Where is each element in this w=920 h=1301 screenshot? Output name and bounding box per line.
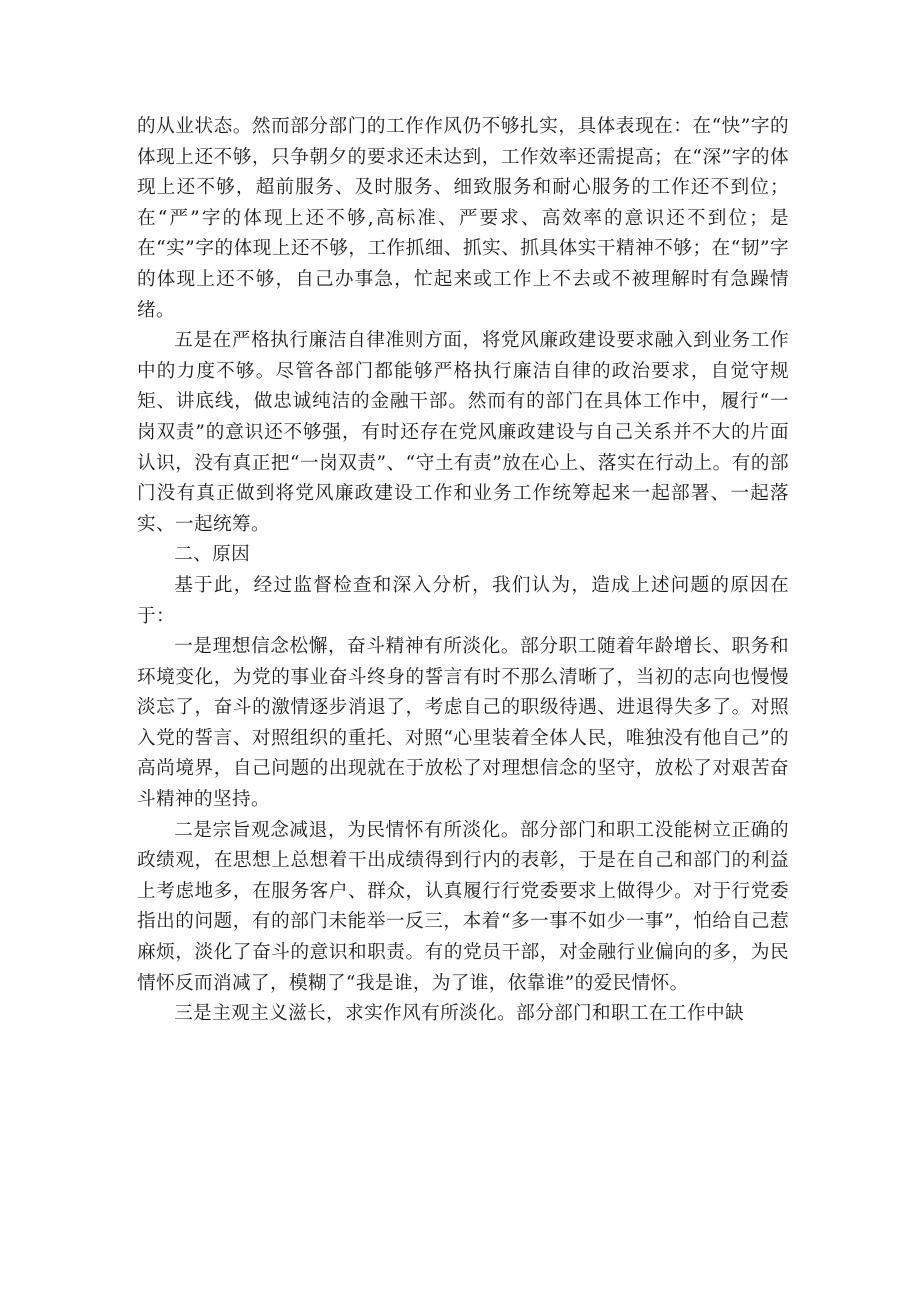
paragraph-continuation: 的从业状态。然而部分部门的工作作风仍不够扎实，具体表现在：在“快”字的体现上还不够，只争朝夕的要求还未达到，工作效率还需提高；在“深”字的体现上还不够，超前服务、及时服务、细致服务和耐心服务的工作还不到位；在“严”字的体现上还不够,高标准、严要求、高效率的意识还不到位；是在“实”字的体现上还不够，工作抓细、抓实、抓具体实干精神不够；在“韧”字的体现上还不够，自己办事急，忙起来或工作上不去或不被理解时有急躁情绪。 <box>137 116 789 321</box>
paragraph-reason-one: 一是理想信念松懈，奋斗精神有所淡化。部分职工随着年龄增长、职务和环境变化，为党的事业奋斗终身的誓言有时不那么清晰了，当初的志向也慢慢淡忘了，奋斗的激情逐步消退了，考虑自己的职级待遇、进退得失多了。对照入党的誓言、对照组织的重托、对照“心里装着全体人民，唯独没有他自己”的高尚境界，自己问题的出现就在于放松了对理想信念的坚守，放松了对艰苦奋斗精神的坚持。 <box>137 636 789 811</box>
paragraph-reason-three: 三是主观主义滋长，求实作风有所淡化。部分部门和职工在工作中缺 <box>174 1003 745 1025</box>
paragraph-reasons-intro: 基于此，经过监督检查和深入分析，我们认为，造成上述问题的原因在于： <box>137 574 789 627</box>
document-body <box>137 112 789 1030</box>
section-heading-reasons: 二、原因 <box>174 544 251 566</box>
paragraph-reason-two: 二是宗旨观念减退，为民情怀有所淡化。部分部门和职工没能树立正确的政绩观，在思想上总想着干出成绩得到行内的表彰，于是在自己和部门的利益上考虑地多，在服务客户、群众，认真履行行党委要求上做得少。对于行党委指出的问题，有的部门未能举一反三，本着“多一事不如少一事”，怕给自己惹麻烦，淡化了奋斗的意识和职责。有的党员干部，对金融行业偏向的多，为民情怀反而消减了，模糊了“我是谁，为了谁，依靠谁”的爱民情怀。 <box>137 819 789 994</box>
paragraph-item-five: 五是在严格执行廉洁自律准则方面，将党风廉政建设要求融入到业务工作中的力度不够。尽管各部门都能够严格执行廉洁自律的政治要求，自觉守规矩、讲底线，做忠诚纯洁的金融干部。然而有的部门在具体工作中，履行“一岗双责”的意识还不够强，有时还存在党风廉政建设与自己关系并不大的片面认识，没有真正把“一岗双责”、“守土有责”放在心上、落实在行动上。有的部门没有真正做到将党风廉政建设工作和业务工作统筹起来一起部署、一起落实、一起统筹。 <box>137 330 789 535</box>
